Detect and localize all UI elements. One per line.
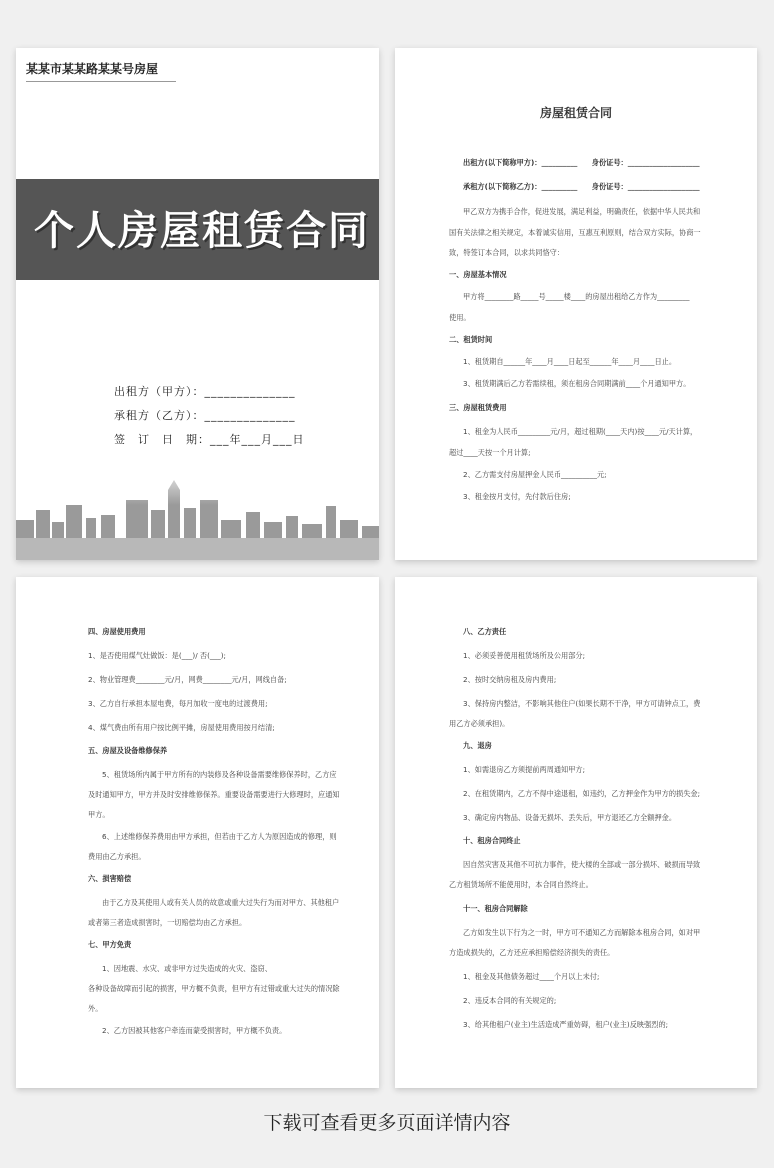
contract-line: 2、违反本合同的有关规定的; bbox=[463, 996, 557, 1005]
contract-line: 1、租赁期自______年____月____日起至______年____月____日止。 bbox=[463, 357, 677, 366]
contract-line: 国有关法律之相关规定，本着诚实信用，互惠互利原则，结合双方实际，协商一 bbox=[449, 228, 701, 237]
contract-line: 使用。 bbox=[449, 313, 471, 322]
contract-line: 1、如需退房乙方须提前两周通知甲方; bbox=[463, 765, 585, 774]
contract-line: 由于乙方及其使用人或有关人员的故意或重大过失行为而对甲方、其他租户 bbox=[102, 898, 340, 907]
cover-lessor-field: 出租方（甲方）：______________ bbox=[114, 385, 296, 398]
contract-line: 2、物业管理费________元/月，网费________元/月，网线自备; bbox=[88, 675, 287, 684]
cover-page bbox=[16, 48, 379, 560]
contract-line: 甲方将________路_____号_____楼____的房屋出租给乙方作为_________ bbox=[463, 292, 690, 301]
contract-line: 费用由乙方承担。 bbox=[88, 852, 146, 861]
section-heading: 四、房屋使用费用 bbox=[88, 627, 146, 636]
contract-line: 1、必须妥善使用租赁场所及公用部分; bbox=[463, 651, 585, 660]
contract-title: 房屋租赁合同 bbox=[539, 106, 612, 120]
section-heading: 一、房屋基本情况 bbox=[449, 270, 507, 279]
cover-sign-date-field: 签 订 日 期：___年___月___日 bbox=[114, 433, 305, 446]
contract-line: 1、是否使用煤气灶做饭：是(___)/ 否(___); bbox=[88, 651, 226, 660]
contract-line: 4、煤气费由所有用户按比例平摊，房屋使用费用按月结清; bbox=[88, 723, 275, 732]
section-heading: 十一、租房合同解除 bbox=[463, 904, 528, 913]
contract-page-2 bbox=[395, 48, 757, 560]
contract-line: 超过____天按一个月计算; bbox=[449, 448, 531, 457]
section-heading: 十、租房合同终止 bbox=[463, 836, 521, 845]
cover-title-band bbox=[16, 179, 379, 280]
contract-line: 2、乙方需支付房屋押金人民币__________元; bbox=[463, 470, 607, 479]
contract-line: 甲方。 bbox=[88, 810, 110, 819]
section-heading: 七、甲方免责 bbox=[88, 940, 132, 949]
contract-line: 2、乙方因被其他客户牵连而蒙受损害时，甲方概不负责。 bbox=[102, 1026, 287, 1035]
contract-line: 6、上述维修保养费用由甲方承担，但若由于乙方人为原因造成的修理，则 bbox=[102, 832, 337, 841]
contract-line: 方造成损失的，乙方还应承担赔偿经济损失的责任。 bbox=[449, 948, 615, 957]
contract-line: 或者第三者造成损害时，一切赔偿均由乙方承担。 bbox=[88, 918, 247, 927]
contract-line: 2、在租赁期内，乙方不得中途退租，如违约，乙方押金作为甲方的损失金; bbox=[463, 789, 700, 798]
contract-line: 3、租金按月支付，先付款后住房; bbox=[463, 492, 571, 501]
contract-line: 1、因地震、水灾、或非甲方过失造成的火灾、盗窃、 bbox=[102, 964, 272, 973]
contract-line: 承租方(以下简称乙方)：__________ 身份证号：____________________ bbox=[463, 182, 700, 191]
cover-address: 某某市某某路某某号房屋 bbox=[26, 60, 176, 82]
contract-line: 出租方(以下简称甲方)：__________ 身份证号：____________________ bbox=[463, 158, 700, 167]
contract-line: 用乙方必须承担)。 bbox=[449, 719, 510, 728]
cover-lessee-field: 承租方（乙方）：______________ bbox=[114, 409, 296, 422]
section-heading: 八、乙方责任 bbox=[463, 627, 507, 636]
cover-title: 个人房屋租赁合同 bbox=[34, 208, 370, 254]
contract-line: 2、按时交纳房租及房内费用; bbox=[463, 675, 557, 684]
contract-line: 甲乙双方为携手合作，促进发展，满足利益，明确责任，依据中华人民共和 bbox=[463, 207, 701, 216]
contract-line: 乙方如发生以下行为之一时，甲方可不通知乙方而解除本租房合同，如对甲 bbox=[463, 928, 701, 937]
section-heading: 五、房屋及设备维修保养 bbox=[88, 746, 168, 755]
contract-line: 外。 bbox=[88, 1004, 103, 1013]
contract-line: 致，特签订本合同，以求共同恪守： bbox=[449, 248, 565, 257]
contract-page-3 bbox=[16, 577, 379, 1088]
contract-line: 因自然灾害及其他不可抗力事件，使大楼的全部或一部分损坏、破损而导致 bbox=[463, 860, 701, 869]
contract-line: 3、给其他租户(业主)生活造成严重妨碍，租户(业主)反映强烈的; bbox=[463, 1020, 669, 1029]
contract-page-4 bbox=[395, 577, 757, 1088]
section-heading: 三、房屋租赁费用 bbox=[449, 403, 507, 412]
section-heading: 二、租赁时间 bbox=[449, 335, 493, 344]
contract-line: 3、确定房内物品、设备无损坏、丢失后，甲方退还乙方全额押金。 bbox=[463, 813, 677, 822]
section-heading: 九、退房 bbox=[463, 741, 492, 750]
contract-line: 各种设备故障而引起的损害，甲方概不负责，但甲方有过错或重大过失的情况除 bbox=[88, 984, 340, 993]
contract-line: 3、保持房内整洁，不影响其他住户(如果长期不干净，甲方可请钟点工，费 bbox=[463, 699, 701, 708]
contract-line: 乙方租赁场所不能使用时，本合同自然终止。 bbox=[449, 880, 593, 889]
contract-line: 3、租赁期满后乙方若需续租，须在租房合同期满前____个月通知甲方。 bbox=[463, 379, 691, 388]
section-heading: 六、损害赔偿 bbox=[88, 874, 132, 883]
contract-line: 1、租金为人民币_________元/月，超过租期(____天内)按____元/天计算， bbox=[463, 427, 698, 436]
download-more-caption: 下载可查看更多页面详情内容 bbox=[263, 1112, 511, 1134]
contract-line: 及时通知甲方，甲方并及时安排维修保养。重要设备需要进行大修理时，应通知 bbox=[88, 790, 340, 799]
contract-line: 1、租金及其他债务超过____个月以上未付; bbox=[463, 972, 600, 981]
contract-line: 3、乙方自行承担本屋电费，每月加收一度电的过渡费用; bbox=[88, 699, 268, 708]
city-skyline-image bbox=[16, 460, 379, 560]
contract-line: 5、租赁场所内属于甲方所有的内装修及各种设备需要维修保养时，乙方应 bbox=[102, 770, 337, 779]
